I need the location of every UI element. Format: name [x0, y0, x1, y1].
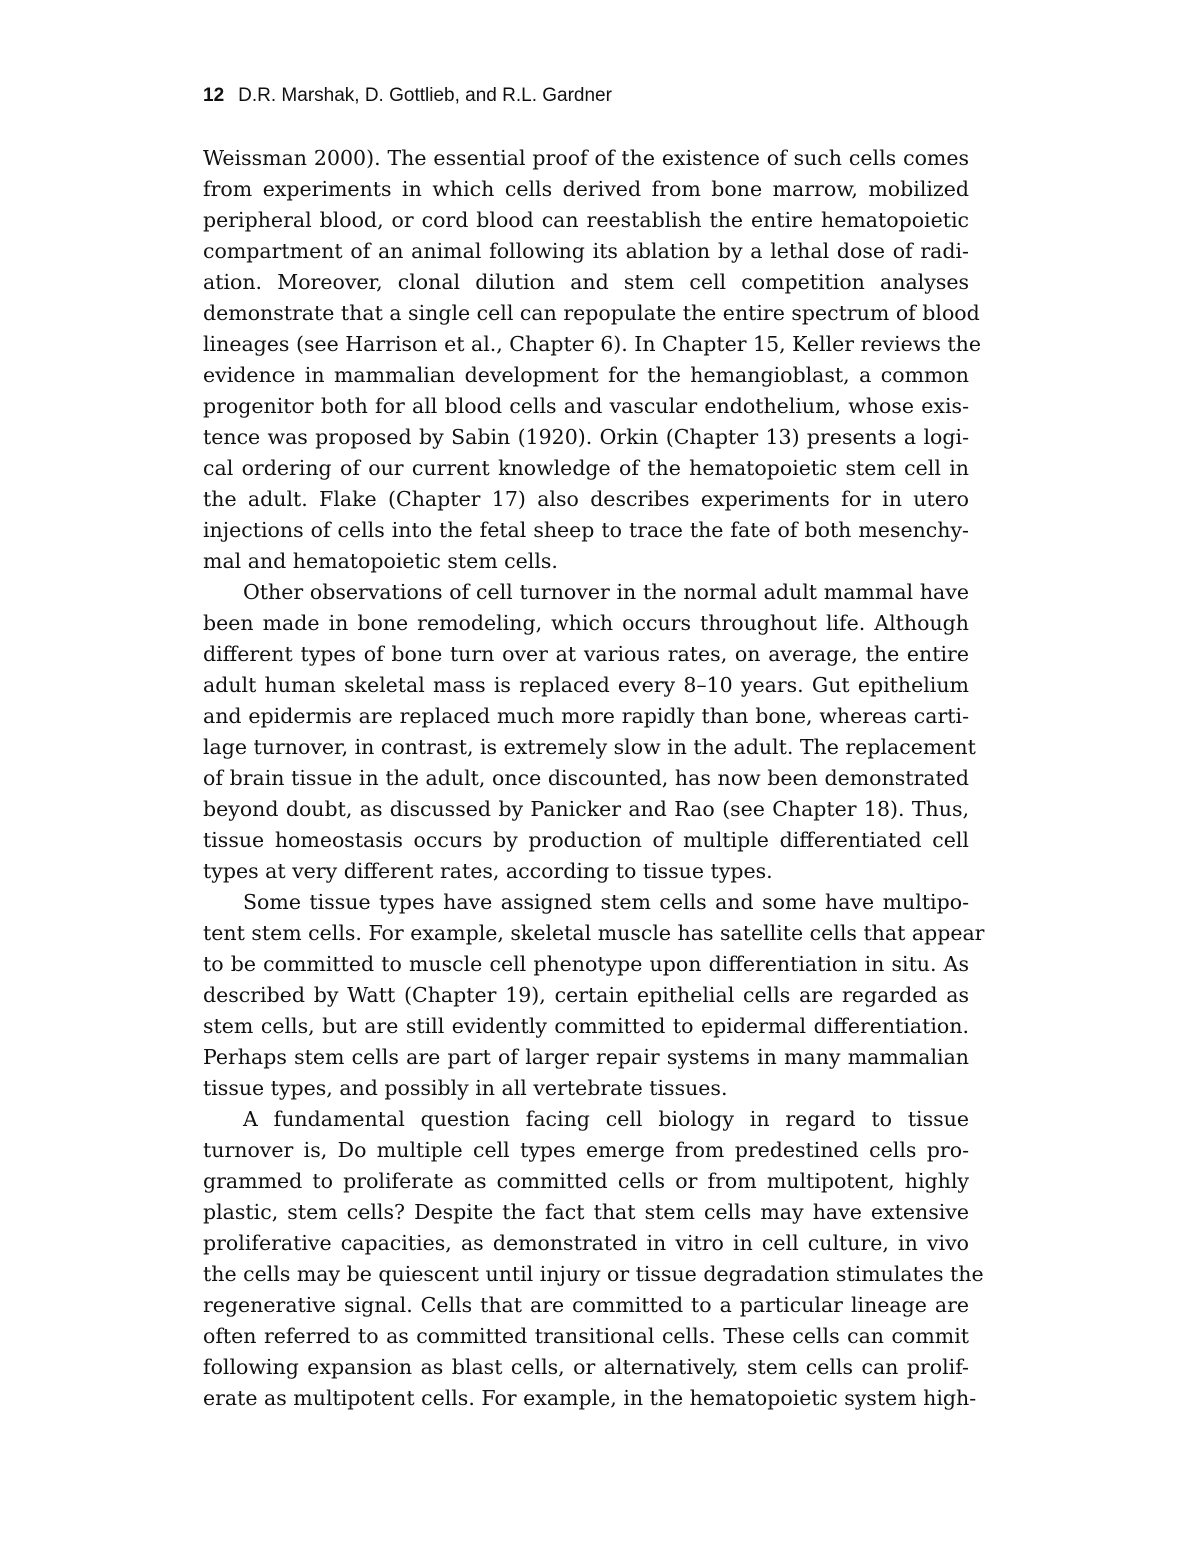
running-head — [203, 84, 612, 108]
text-line: often referred to as committed transitional cells. These cells can commit — [203, 1324, 969, 1348]
text-line: of brain tissue in the adult, once discounted, has now been demonstrated — [203, 766, 969, 790]
text-line: mal and hematopoietic stem cells. — [203, 549, 558, 573]
text-line: types at very different rates, according to tissue types. — [203, 859, 773, 883]
text-line: and epidermis are replaced much more rapidly than bone, whereas carti- — [203, 704, 969, 728]
text-line: different types of bone turn over at various rates, on average, the entire — [203, 642, 969, 666]
text-line: tent stem cells. For example, skeletal muscle has satellite cells that appear — [203, 921, 985, 945]
text-line: beyond doubt, as discussed by Panicker and Rao (see Chapter 18). Thus, — [203, 797, 969, 821]
text-line: lineages (see Harrison et al., Chapter 6). In Chapter 15, Keller reviews the — [203, 332, 981, 356]
paragraph — [203, 577, 976, 887]
paragraph — [203, 887, 985, 1104]
text-line: to be committed to muscle cell phenotype upon differentiation in situ. As — [203, 952, 969, 976]
text-line: cal ordering of our current knowledge of the hematopoietic stem cell in — [203, 456, 969, 480]
text-line: described by Watt (Chapter 19), certain epithelial cells are regarded as — [203, 983, 969, 1007]
text-line: plastic, stem cells? Despite the fact that stem cells may have extensive — [203, 1200, 969, 1224]
text-line: tence was proposed by Sabin (1920). Orkin (Chapter 13) presents a logi- — [203, 425, 969, 449]
text-line: lage turnover, in contrast, is extremely slow in the adult. The replacement — [203, 735, 976, 759]
text-line: following expansion as blast cells, or alternatively, stem cells can prolif- — [203, 1355, 969, 1379]
paragraph — [203, 1104, 984, 1414]
text-line: evidence in mammalian development for the hemangioblast, a common — [203, 363, 969, 387]
text-line: tissue homeostasis occurs by production of multiple differentiated cell — [203, 828, 969, 852]
text-line: grammed to proliferate as committed cells or from multipotent, highly — [203, 1169, 969, 1193]
text-line: compartment of an animal following its ablation by a lethal dose of radi- — [203, 239, 969, 263]
text-line: the cells may be quiescent until injury or tissue degradation stimulates the — [203, 1262, 984, 1286]
text-line: adult human skeletal mass is replaced every 8–10 years. Gut epithelium — [203, 673, 969, 697]
text-line: progenitor both for all blood cells and vascular endothelium, whose exis- — [203, 394, 969, 418]
text-line: proliferative capacities, as demonstrated in vitro in cell culture, in vivo — [203, 1231, 969, 1255]
text-line: demonstrate that a single cell can repopulate the entire spectrum of blood — [203, 301, 980, 325]
text-line: stem cells, but are still evidently committed to epidermal differentiation. — [203, 1014, 969, 1038]
text-line: the adult. Flake (Chapter 17) also describes experiments for in utero — [203, 487, 969, 511]
text-line: regenerative signal. Cells that are committed to a particular lineage are — [203, 1293, 969, 1317]
text-line: Other observations of cell turnover in the normal adult mammal have — [243, 580, 969, 604]
text-line: Some tissue types have assigned stem cells and some have multipo- — [243, 890, 969, 914]
paragraph — [203, 143, 981, 577]
text-line: tissue types, and possibly in all vertebrate tissues. — [203, 1076, 728, 1100]
text-line: ation. Moreover, clonal dilution and stem cell competition analyses — [203, 270, 969, 294]
text-line: been made in bone remodeling, which occurs throughout life. Although — [203, 611, 969, 635]
running-head-authors: D.R. Marshak, D. Gottlieb, and R.L. Gardner — [238, 85, 612, 106]
text-line: peripheral blood, or cord blood can reestablish the entire hematopoietic — [203, 208, 969, 232]
text-line: injections of cells into the fetal sheep to trace the fate of both mesenchy- — [203, 518, 969, 542]
body-text — [203, 143, 985, 1414]
text-line: A fundamental question facing cell biology in regard to tissue — [243, 1107, 969, 1131]
text-line: erate as multipotent cells. For example, in the hematopoietic system high- — [203, 1386, 977, 1410]
text-line: Perhaps stem cells are part of larger repair systems in many mammalian — [203, 1045, 969, 1069]
text-line: Weissman 2000). The essential proof of the existence of such cells comes — [203, 146, 969, 170]
text-line: turnover is, Do multiple cell types emerge from predestined cells pro- — [203, 1138, 969, 1162]
text-line: from experiments in which cells derived from bone marrow, mobilized — [203, 177, 969, 201]
page-number: 12 — [203, 85, 225, 106]
